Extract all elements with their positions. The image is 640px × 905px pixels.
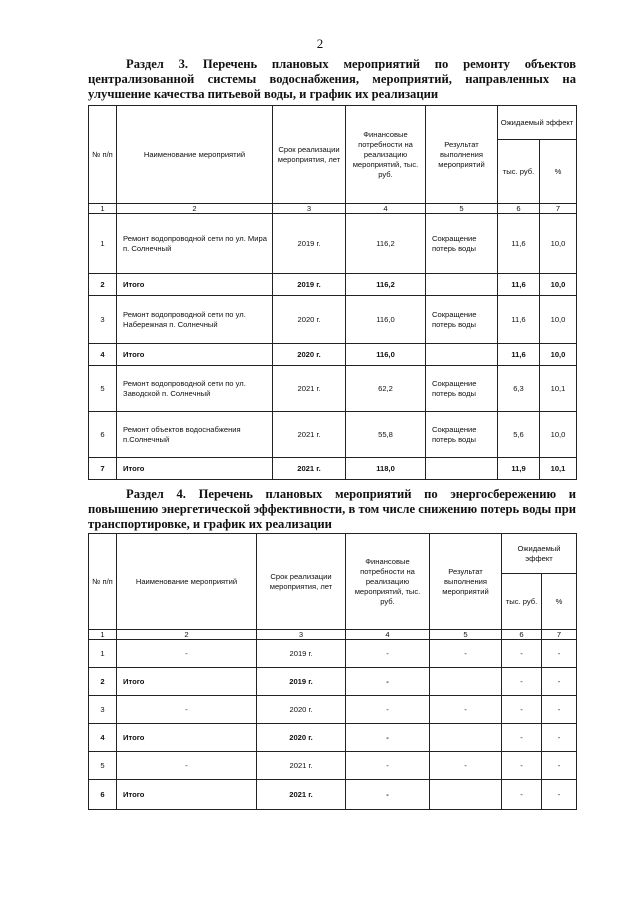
cell-effect-pct: - [542,640,577,668]
cell-num: 6 [89,412,117,458]
cell-name: - [117,752,257,780]
cell-name: Итого [117,274,273,296]
table-row [89,752,577,780]
cell-term: 2020 г. [257,724,346,752]
cell-finance: 55,8 [346,412,426,458]
cell-num: 2 [89,668,117,696]
cell-finance: 116,2 [346,274,426,296]
table-row [89,640,577,668]
cell-term: 2021 г. [257,752,346,780]
cell-num: 1 [89,640,117,668]
colnum: 7 [542,630,577,640]
colnum: 4 [346,630,430,640]
cell-result [430,668,502,696]
cell-result [426,458,498,480]
cell-name: - [117,696,257,724]
section3-title [88,57,576,102]
cell-term: 2021 г. [273,458,346,480]
header-finance: Финансовые потребности на реализацию мероприятий, тыс. руб. [346,106,426,204]
cell-finance: - [346,724,430,752]
cell-finance: - [346,696,430,724]
header-effect-rub: тыс. руб. [498,140,540,204]
cell-effect-rub: - [502,668,542,696]
cell-finance: - [346,752,430,780]
section4-header-row [89,534,577,574]
section4-title-text: Раздел 4. Перечень плановых мероприятий по энергосбережению и повышению энергетической эффективности, в том числе снижению потерь воды при транспортировке, и график их реализации [88,487,576,531]
cell-result: - [430,640,502,668]
cell-finance: 116,2 [346,214,426,274]
cell-effect-pct: 10,1 [540,458,577,480]
section4-table [88,533,577,810]
cell-effect-pct: - [542,780,577,810]
cell-result [426,274,498,296]
cell-result: - [430,752,502,780]
cell-effect-pct: 10,0 [540,214,577,274]
cell-term: 2019 г. [273,274,346,296]
cell-result [426,344,498,366]
cell-effect-rub: - [502,640,542,668]
cell-name: - [117,640,257,668]
header-effect-pct: % [542,574,577,630]
table-row-total [89,274,577,296]
section3-title-text: Раздел 3. Перечень плановых мероприятий по ремонту объектов централизованной системы водоснабжения, мероприятий, направленных на улучшение качества питьевой воды, и график их реализации [88,57,576,101]
cell-finance: 116,0 [346,344,426,366]
colnum: 2 [117,630,257,640]
header-name: Наименование мероприятий [117,106,273,204]
cell-num: 7 [89,458,117,480]
table-row [89,366,577,412]
cell-effect-pct: - [542,668,577,696]
cell-effect-pct: - [542,724,577,752]
cell-effect-pct: 10,0 [540,274,577,296]
cell-name: Итого [117,724,257,752]
header-num: № п/п [89,106,117,204]
cell-name: Ремонт объектов водоснабжения п.Солнечный [117,412,273,458]
colnum: 1 [89,204,117,214]
cell-result: - [430,696,502,724]
header-finance: Финансовые потребности на реализацию мероприятий, тыс. руб. [346,534,430,630]
cell-num: 5 [89,752,117,780]
cell-num: 4 [89,344,117,366]
cell-term: 2021 г. [273,366,346,412]
colnum: 3 [273,204,346,214]
cell-num: 6 [89,780,117,810]
table-row-total [89,780,577,810]
cell-result: Сокращение потерь воды [426,412,498,458]
cell-effect-rub: 6,3 [498,366,540,412]
table-row [89,214,577,274]
cell-name: Ремонт водопроводной сети по ул. Набережная п. Солнечный [117,296,273,344]
cell-finance: - [346,668,430,696]
table-row [89,296,577,344]
cell-effect-rub: - [502,752,542,780]
cell-name: Итого [117,668,257,696]
cell-effect-rub: - [502,780,542,810]
colnum: 3 [257,630,346,640]
table-row-total [89,724,577,752]
colnum: 6 [498,204,540,214]
cell-finance: - [346,640,430,668]
header-effect-pct: % [540,140,577,204]
cell-name: Ремонт водопроводной сети по ул. Мира п. Солнечный [117,214,273,274]
table-row-total [89,344,577,366]
table-row [89,412,577,458]
cell-term: 2021 г. [257,780,346,810]
cell-effect-rub: 5,6 [498,412,540,458]
cell-effect-pct: 10,1 [540,366,577,412]
table-row-total [89,458,577,480]
cell-num: 2 [89,274,117,296]
header-num: № п/п [89,534,117,630]
cell-effect-rub: 11,6 [498,296,540,344]
cell-term: 2019 г. [257,640,346,668]
page-number: 2 [316,36,324,51]
cell-effect-rub: 11,6 [498,274,540,296]
colnum: 1 [89,630,117,640]
cell-finance: 116,0 [346,296,426,344]
header-effect-rub: тыс. руб. [502,574,542,630]
section3-table [88,105,577,480]
table-row-total [89,668,577,696]
section4-colnum-row [89,630,577,640]
header-name: Наименование мероприятий [117,534,257,630]
cell-effect-pct: - [542,696,577,724]
cell-effect-pct: - [542,752,577,780]
cell-term: 2020 г. [273,296,346,344]
cell-effect-pct: 10,0 [540,296,577,344]
cell-effect-rub: 11,9 [498,458,540,480]
cell-num: 3 [89,296,117,344]
cell-effect-pct: 10,0 [540,412,577,458]
header-term: Срок реализации мероприятия, лет [273,106,346,204]
cell-num: 1 [89,214,117,274]
cell-term: 2021 г. [273,412,346,458]
cell-effect-pct: 10,0 [540,344,577,366]
colnum: 7 [540,204,577,214]
colnum: 2 [117,204,273,214]
cell-effect-rub: - [502,696,542,724]
cell-name: Итого [117,344,273,366]
cell-finance: 62,2 [346,366,426,412]
cell-term: 2020 г. [273,344,346,366]
cell-effect-rub: 11,6 [498,344,540,366]
cell-term: 2020 г. [257,696,346,724]
section3-colnum-row [89,204,577,214]
cell-result [430,724,502,752]
cell-result: Сокращение потерь воды [426,296,498,344]
cell-result [430,780,502,810]
cell-effect-rub: - [502,724,542,752]
cell-term: 2019 г. [257,668,346,696]
cell-result: Сокращение потерь воды [426,366,498,412]
colnum: 5 [426,204,498,214]
cell-result: Сокращение потерь воды [426,214,498,274]
colnum: 6 [502,630,542,640]
cell-term: 2019 г. [273,214,346,274]
cell-name: Итого [117,780,257,810]
cell-name: Ремонт водопроводной сети по ул. Заводской п. Солнечный [117,366,273,412]
cell-num: 4 [89,724,117,752]
header-result: Результат выполнения мероприятий [430,534,502,630]
header-effect: Ожидаемый эффект [498,106,577,140]
header-effect: Ожидаемый эффект [502,534,577,574]
cell-finance: - [346,780,430,810]
header-result: Результат выполнения мероприятий [426,106,498,204]
cell-num: 3 [89,696,117,724]
colnum: 5 [430,630,502,640]
cell-num: 5 [89,366,117,412]
section3-header-row [89,106,577,140]
header-term: Срок реализации мероприятия, лет [257,534,346,630]
cell-effect-rub: 11,6 [498,214,540,274]
colnum: 4 [346,204,426,214]
section4-title [88,487,576,532]
cell-name: Итого [117,458,273,480]
table-row [89,696,577,724]
cell-finance: 118,0 [346,458,426,480]
